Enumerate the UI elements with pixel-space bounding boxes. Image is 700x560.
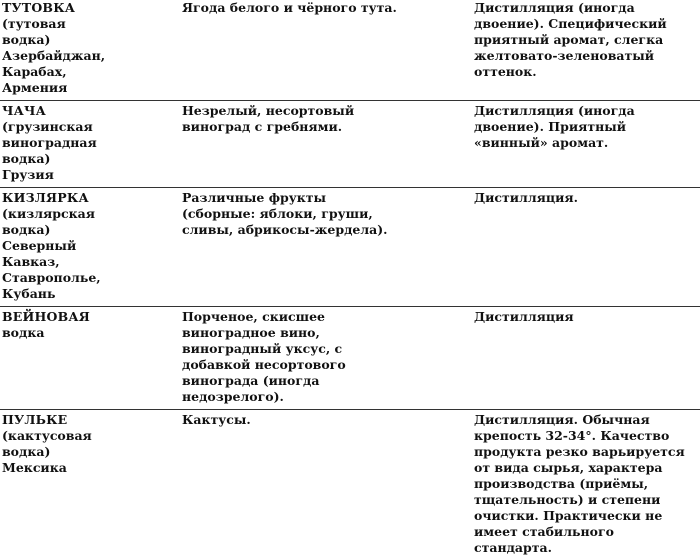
table-row [0, 0, 700, 101]
name-line: водка) [2, 32, 182, 48]
table-row [0, 101, 700, 188]
tech-line: двоение). Приятный [474, 119, 700, 135]
tech-line: производства (приёмы, [474, 476, 700, 492]
tech-line: Дистилляция (иногда [474, 0, 700, 16]
raw-line: Различные фрукты [182, 190, 474, 206]
technology-cell [474, 101, 700, 188]
name-line: ВЕЙНОВАЯ [2, 309, 182, 325]
raw-line: виноград с гребнями. [182, 119, 474, 135]
raw-line: Кактусы. [182, 412, 474, 428]
technology-cell [474, 0, 700, 101]
tech-line: Дистилляция. Обычная [474, 412, 700, 428]
tech-line: от вида сырья, характера [474, 460, 700, 476]
name-line: Армения [2, 80, 182, 96]
tech-line: приятный аромат, слегка [474, 32, 700, 48]
tech-line: имеет стабильного [474, 524, 700, 540]
tech-line: очистки. Практически не [474, 508, 700, 524]
raw-material-cell [182, 188, 474, 307]
tech-line: Дистилляция (иногда [474, 103, 700, 119]
table-row [0, 188, 700, 307]
raw-line: винограда (иногда [182, 373, 474, 389]
raw-line: сливы, абрикосы-жердела). [182, 222, 474, 238]
tech-line: «винный» аромат. [474, 135, 700, 151]
name-line: Карабах, [2, 64, 182, 80]
raw-material-cell [182, 307, 474, 410]
name-line: водка) [2, 151, 182, 167]
name-line: Грузия [2, 167, 182, 183]
name-line: Кубань [2, 286, 182, 302]
name-line: (кизлярская [2, 206, 182, 222]
name-line: водка) [2, 222, 182, 238]
raw-line: добавкой несортового [182, 357, 474, 373]
raw-line: виноградное вино, [182, 325, 474, 341]
raw-material-cell [182, 0, 474, 101]
tech-line: двоение). Специфический [474, 16, 700, 32]
name-line: Мексика [2, 460, 182, 476]
raw-line: Ягода белого и чёрного тута. [182, 0, 474, 16]
tech-line: крепость 32-34°. Качество [474, 428, 700, 444]
name-line: ПУЛЬКЕ [2, 412, 182, 428]
tech-line: Дистилляция. [474, 190, 700, 206]
tech-line: оттенок. [474, 64, 700, 80]
tech-line: стандарта. [474, 540, 700, 556]
table-row [0, 307, 700, 410]
name-cell [0, 307, 182, 410]
raw-line: недозрелого). [182, 389, 474, 405]
name-line: (тутовая [2, 16, 182, 32]
name-cell [0, 410, 182, 560]
name-line: Азербайджан, [2, 48, 182, 64]
technology-cell [474, 410, 700, 560]
raw-material-cell [182, 101, 474, 188]
name-cell [0, 0, 182, 101]
name-cell [0, 188, 182, 307]
raw-line: (сборные: яблоки, груши, [182, 206, 474, 222]
name-line: (грузинская [2, 119, 182, 135]
table-row [0, 410, 700, 560]
name-line: Кавказ, [2, 254, 182, 270]
name-line: КИЗЛЯРКА [2, 190, 182, 206]
raw-line: виноградный уксус, с [182, 341, 474, 357]
tech-line: желтовато-зеленоватый [474, 48, 700, 64]
tech-line: Дистилляция [474, 309, 700, 325]
name-cell [0, 101, 182, 188]
name-line: (кактусовая [2, 428, 182, 444]
technology-cell [474, 188, 700, 307]
name-line: Ставрополье, [2, 270, 182, 286]
name-line: виноградная [2, 135, 182, 151]
tech-line: продукта резко варьируется [474, 444, 700, 460]
name-line: Северный [2, 238, 182, 254]
tech-line: тщательность) и степени [474, 492, 700, 508]
name-line: водка [2, 325, 182, 341]
name-line: ТУТОВКА [2, 0, 182, 16]
name-line: ЧАЧА [2, 103, 182, 119]
raw-line: Незрелый, несортовый [182, 103, 474, 119]
technology-cell [474, 307, 700, 410]
name-line: водка) [2, 444, 182, 460]
raw-line: Порченое, скисшее [182, 309, 474, 325]
raw-material-cell [182, 410, 474, 560]
